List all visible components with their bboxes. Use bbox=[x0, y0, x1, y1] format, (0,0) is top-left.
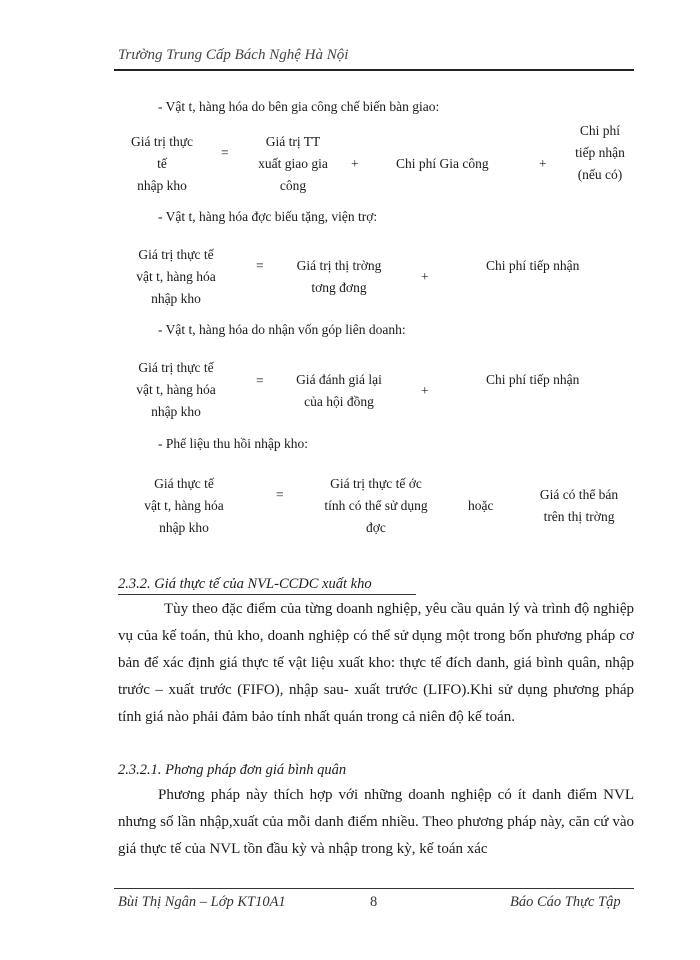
header-rule bbox=[114, 69, 634, 71]
paragraph-2: Phương pháp này thích hợp với những doanh nghiệp có ít danh điểm NVL nhưng số lần nhập,xuất của mỗi danh điểm nhiều. Theo phương pháp này, căn cứ vào giá thực tế của NVL tồn đầu kỳ và nhập trong kỳ, kế toán xác bbox=[118, 787, 634, 857]
block1-right-term: Chi phí tiếp nhận (nếu có) bbox=[575, 123, 625, 182]
block1-plus2: + bbox=[539, 156, 547, 171]
block1-heading: - Vật t, hàng hóa do bên gia công chế biến bàn giao: bbox=[158, 99, 440, 114]
page-number: 8 bbox=[370, 894, 378, 910]
footer-rule bbox=[114, 888, 634, 889]
block1-plus1: + bbox=[351, 156, 359, 171]
footer-title: Báo Cáo Thực Tập bbox=[510, 894, 621, 910]
block2-left-term: Giá trị thực tế vật t, hàng hóa nhập kho bbox=[136, 247, 216, 306]
block3-equals: = bbox=[256, 373, 264, 388]
block4-mid-term: Giá trị thực tế ớc tính có thể sử dụng đợc bbox=[324, 476, 428, 535]
block3-left-term: Giá trị thực tế vật t, hàng hóa nhập kho bbox=[136, 360, 216, 419]
block4-or: hoặc bbox=[468, 498, 494, 513]
block2-equals: = bbox=[256, 258, 264, 273]
block3-heading: - Vật t, hàng hóa do nhận vốn góp liên doanh: bbox=[158, 322, 406, 337]
section-title: 2.3.2. Giá thực tế của NVL-CCDC xuất kho bbox=[118, 576, 372, 592]
subsection-title: 2.3.2.1. Phơng pháp đơn giá bình quân bbox=[118, 762, 347, 778]
block4-heading: - Phế liệu thu hồi nhập kho: bbox=[158, 436, 308, 451]
block1-mid-term: Giá trị TT xuất giao gia công bbox=[258, 134, 328, 193]
running-header: Trường Trung Cấp Bách Nghệ Hà Nội bbox=[118, 47, 349, 63]
section-title-underline bbox=[118, 594, 416, 595]
block4-right-term: Giá có thể bán trên thị trờng bbox=[539, 487, 619, 524]
block2-right-term: Chi phí tiếp nhận bbox=[486, 258, 580, 273]
block1-cost: Chi phí Gia công bbox=[396, 156, 489, 171]
block1-equals: = bbox=[221, 145, 229, 160]
block2-plus: + bbox=[421, 269, 429, 284]
block3-plus: + bbox=[421, 383, 429, 398]
block2-heading: - Vật t, hàng hóa đợc biếu tặng, viện trợ: bbox=[158, 209, 378, 224]
block4-left-term: Giá thực tế vật t, hàng hóa nhập kho bbox=[144, 476, 224, 535]
paragraph-1: Tùy theo đặc điểm của từng doanh nghiệp, yêu cầu quản lý và trình độ nghiệp vụ của kế toán, thủ kho, doanh nghiệp có thể sử dụng một trong bốn phương pháp cơ bản để xác định giá thực tế vật liệu xuất kho: thực tế đích danh, giá bình quân, nhập trước – xuất trước (FIFO), nhập sau- xuất trước (LIFO).Khi sử dụng phương pháp tính giá nào phải đảm bảo tính nhất quán trong cả niên độ kế toán. bbox=[118, 601, 634, 725]
block4-equals: = bbox=[276, 487, 284, 502]
block3-right-term: Chi phí tiếp nhận bbox=[486, 372, 580, 387]
block2-mid-term: Giá trị thị trờng tơng đơng bbox=[296, 258, 382, 295]
footer-author: Bùi Thị Ngân – Lớp KT10A1 bbox=[118, 894, 286, 910]
block3-mid-term: Giá đánh giá lại của hội đồng bbox=[296, 372, 382, 409]
block1-left-term: Giá trị thực tế nhập kho bbox=[130, 134, 194, 193]
